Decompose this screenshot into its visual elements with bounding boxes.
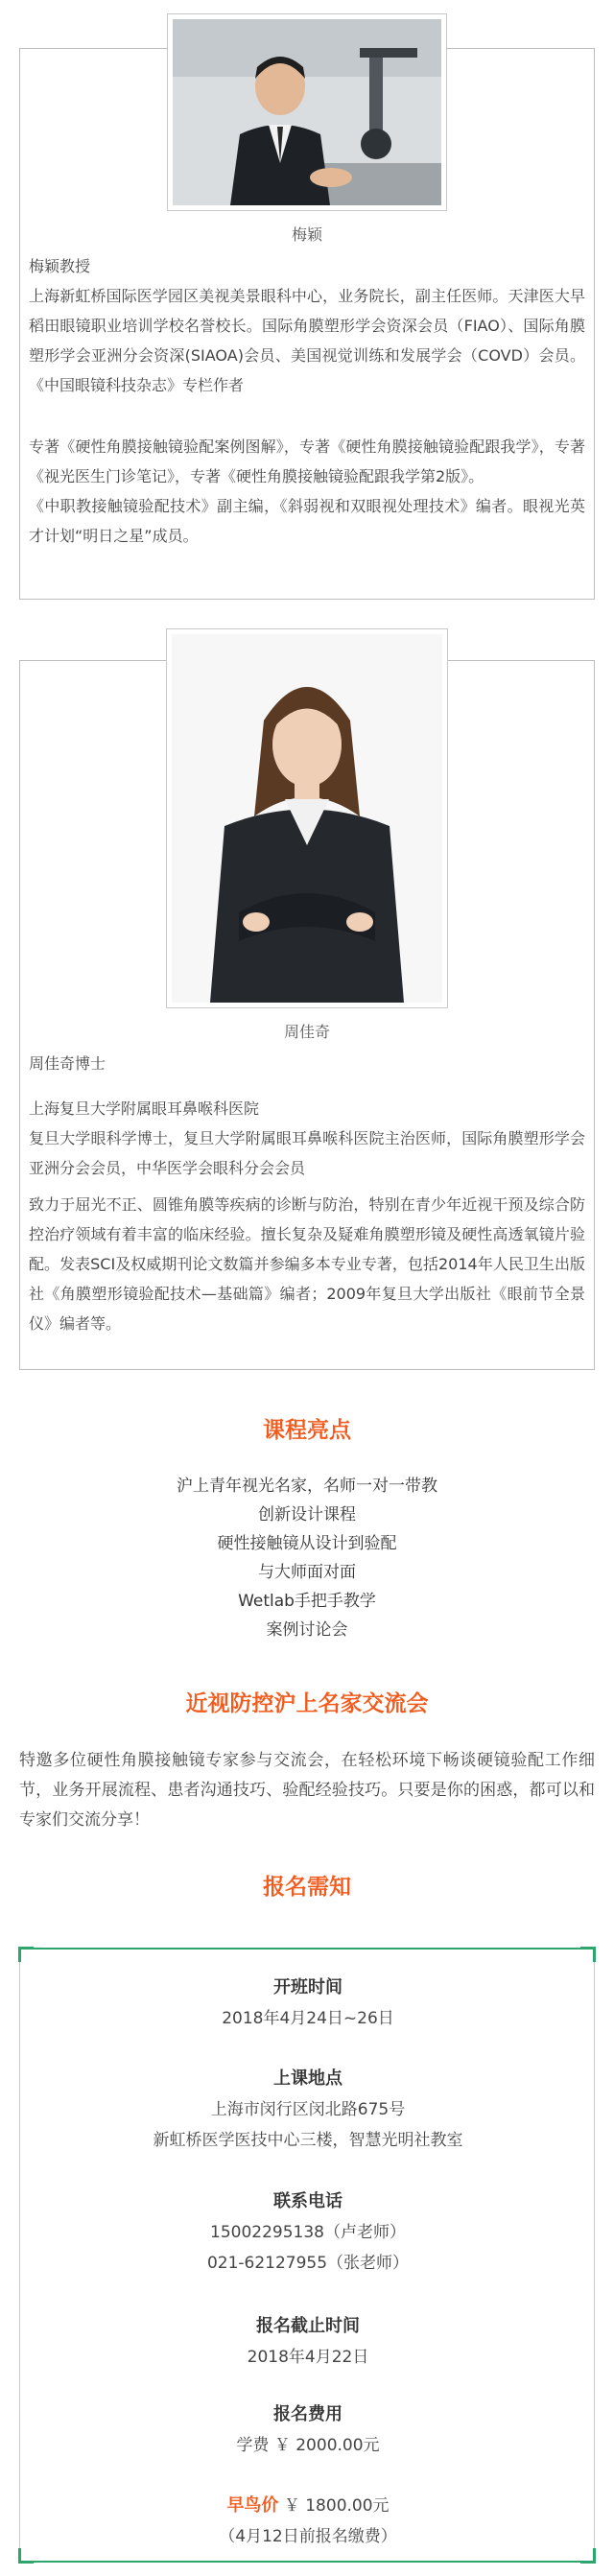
expert-caption-mei: 梅颖 <box>291 225 322 244</box>
phone-label: 联系电话 <box>273 2191 342 2211</box>
fee-label: 报名费用 <box>273 2404 342 2424</box>
highlight-item: 沪上青年视光名家，名师一对一带教 <box>177 1477 437 1496</box>
deadline-label: 报名截止时间 <box>256 2316 360 2336</box>
expert-bio-mei: 上海新虹桥国际医学园区美视美景眼科中心，业务院长，副主任医师。天津医大早稻田眼镜职业培训学校名誉校长。国际角膜塑形学会资深会员（FIAO）、国际角膜塑形学会亚洲分会资深(SIAOA)会员、美国视觉训练和发展学会（COVD）会员。《中国眼镜科技杂志》专栏作者 <box>29 287 585 394</box>
phone-number-1[interactable]: 15002295138（卢老师） <box>210 2223 406 2242</box>
expert-research-zhou: 致力于屈光不正、圆锥角膜等疾病的诊断与防治，特别在青少年近视干预及综合防控治疗领域有着丰富的临床经验。擅长复杂及疑难角膜塑形镜及硬性高透氧镜片验配。发表SCI及权威期刊论文数篇并参编多本专业专著，包括2014年人民卫生出版社《角膜塑形镜验配技术—基础篇》编者；2009年复旦大学出版社《眼前节全景仪》编者等。 <box>29 1195 585 1333</box>
highlight-item: 案例讨论会 <box>266 1620 348 1640</box>
start-time-value: 2018年4月24日~26日 <box>222 2009 394 2028</box>
expert-photo-mei <box>167 13 447 211</box>
highlight-item: 创新设计课程 <box>258 1505 356 1524</box>
highlights-title: 课程亮点 <box>263 1418 351 1443</box>
location-label: 上课地点 <box>273 2068 342 2089</box>
fee-value: 学费 ￥ 2000.00元 <box>236 2436 380 2455</box>
location-line2: 新虹桥医学医技中心三楼，智慧光明社教室 <box>153 2131 463 2150</box>
expert-name-mei: 梅颖教授 <box>29 257 91 275</box>
exchange-title: 近视防控沪上名家交流会 <box>185 1691 429 1716</box>
early-bird-price: ￥ 1800.00元 <box>278 2496 390 2516</box>
expert-works-mei: 专著《硬性角膜接触镜验配案例图解》，专著《硬性角膜接触镜验配跟我学》，专著《视光医生门诊笔记》，专著《硬性角膜接触镜验配跟我学第2版》。 《中职教接触镜验配技术》副主编，《斜弱视和双眼视处理技术》编者。眼视光英才计划“明日之星”成员。 <box>29 437 585 545</box>
highlight-item: 硬性接触镜从设计到验配 <box>217 1534 397 1553</box>
expert-photo-zhou <box>166 628 448 1008</box>
registration-box <box>19 1948 595 2563</box>
expert-bio-zhou: 上海复旦大学附属眼耳鼻喉科医院 复旦大学眼科学博士，复旦大学附属眼耳鼻喉科医院主治医师，国际角膜塑形学会亚洲分会会员，中华医学会眼科分会会员 <box>29 1099 585 1177</box>
location-line1: 上海市闵行区闵北路675号 <box>210 2100 406 2119</box>
phone-number-2[interactable]: 021-62127955（张老师） <box>206 2254 410 2273</box>
highlight-item: Wetlab手把手教学 <box>238 1592 376 1611</box>
expert-name-zhou: 周佳奇博士 <box>29 1054 106 1073</box>
highlight-item: 与大师面对面 <box>258 1563 356 1582</box>
start-time-label: 开班时间 <box>273 1977 342 1997</box>
deadline-value: 2018年4月22日 <box>247 2348 369 2367</box>
early-bird-label: 早鸟价 <box>226 2495 279 2516</box>
early-bird-note: （4月12日前报名缴费） <box>219 2527 397 2546</box>
expert-caption-zhou: 周佳奇 <box>283 1023 330 1041</box>
registration-title: 报名需知 <box>263 1875 351 1900</box>
exchange-text: 特邀多位硬性角膜接触镜专家参与交流会，在轻松环境下畅谈硬镜验配工作细节，业务开展流程、患者沟通技巧、验配经验技巧。只要是你的困惑，都可以和专家们交流分享！ <box>19 1751 595 1830</box>
